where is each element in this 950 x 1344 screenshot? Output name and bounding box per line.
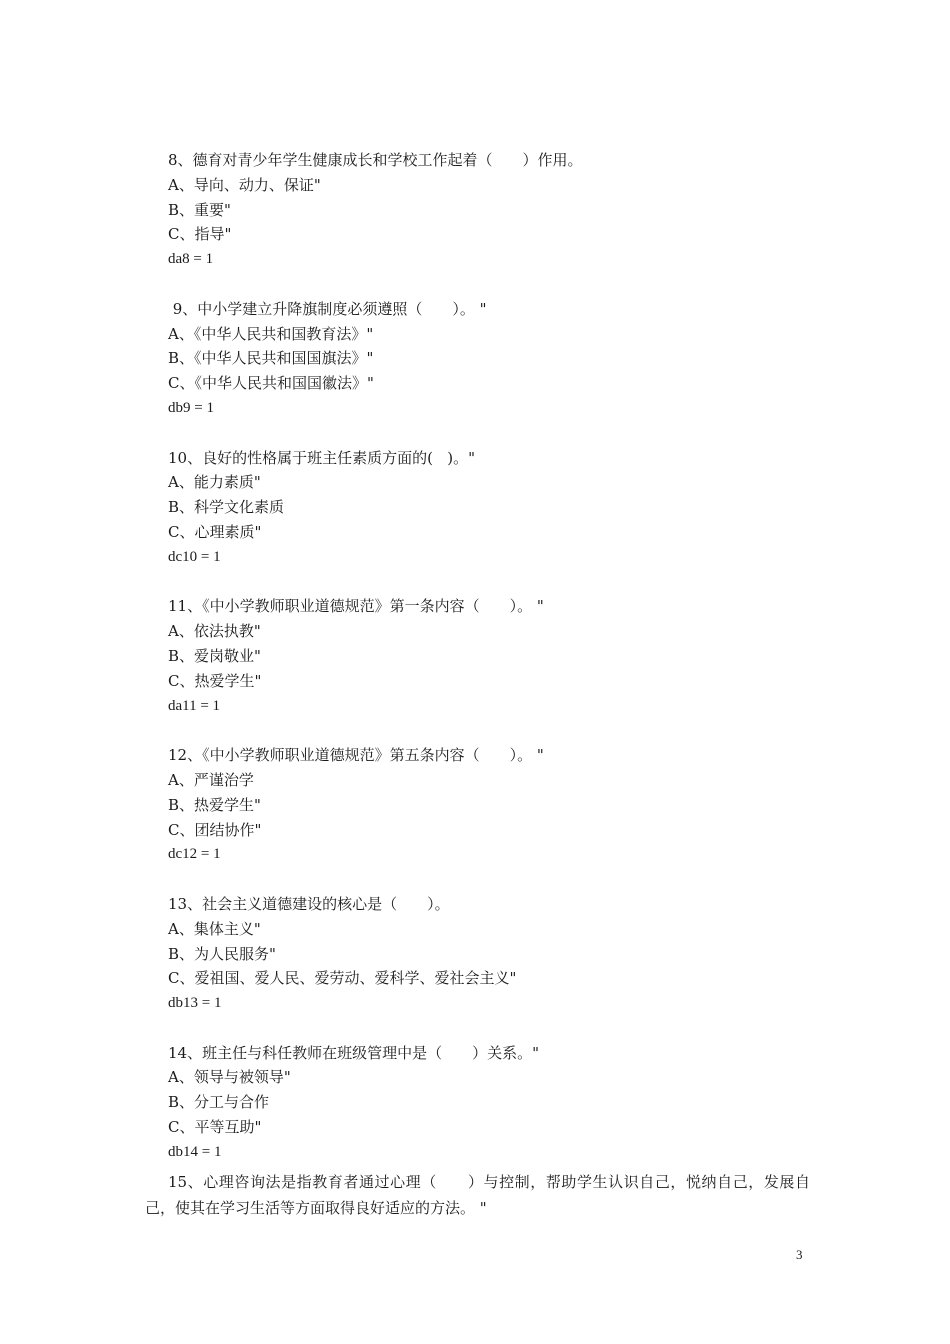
page-number: 3 (796, 1247, 803, 1262)
question-stem: 9、中小学建立升降旗制度必须遵照（ ）。 " (168, 299, 487, 318)
option-c: C、《中华人民共和国国徽法》" (168, 374, 374, 393)
answer-key: da8 = 1 (168, 251, 214, 268)
question-list (168, 148, 818, 1165)
option-c: C、爱祖国、爱人民、爱劳动、爱科学、爱社会主义" (168, 969, 517, 988)
answer-key: dc12 = 1 (168, 846, 221, 863)
option-b: B、《中华人民共和国国旗法》" (168, 349, 374, 368)
option-b: B、分工与合作 (168, 1093, 270, 1112)
option-c: C、指导" (168, 225, 232, 244)
option-b: B、科学文化素质 (168, 498, 285, 517)
question-10 (168, 446, 818, 570)
option-a: A、集体主义" (168, 919, 261, 938)
option-a: A、领导与被领导" (168, 1068, 291, 1087)
option-a: A、依法执教" (168, 622, 261, 641)
option-b: B、重要" (168, 200, 231, 219)
option-c: C、心理素质" (168, 522, 262, 541)
question-13 (168, 892, 818, 1016)
question-stem: 12、《中小学教师职业道德规范》第五条内容（ ）。 " (168, 746, 544, 765)
option-b: B、为人民服务" (168, 944, 276, 963)
question-14 (168, 1041, 818, 1165)
option-a: A、导向、动力、保证" (168, 175, 321, 194)
option-c: C、团结协作" (168, 820, 262, 839)
question-stem: 10、良好的性格属于班主任素质方面的( )。" (168, 448, 475, 467)
question-stem: 11、《中小学教师职业道德规范》第一条内容（ ）。 " (168, 597, 544, 616)
option-c: C、平等互助" (168, 1118, 262, 1137)
option-b: B、热爱学生" (168, 795, 261, 814)
question-stem: 8、德育对青少年学生健康成长和学校工作起着（ ）作用。 (168, 151, 583, 169)
option-b: B、爱岗敬业" (168, 646, 261, 665)
question-11 (168, 594, 818, 718)
question-9 (168, 297, 818, 421)
answer-key: dc10 = 1 (168, 548, 221, 565)
option-a: A、能力素质" (168, 473, 261, 492)
question-stem: 13、社会主义道德建设的核心是（ ）。 (168, 894, 450, 913)
answer-key: db14 = 1 (168, 1143, 222, 1160)
question-12 (168, 743, 818, 867)
answer-key: da11 = 1 (168, 697, 221, 714)
option-a: A、《中华人民共和国教育法》" (168, 324, 374, 343)
option-c: C、热爱学生" (168, 671, 262, 690)
answer-key: db13 = 1 (168, 995, 222, 1012)
question-15-stem: 15、心理咨询法是指教育者通过心理（ ）与控制，帮助学生认识自己，悦纳自己，发展自己，使其在学习生活等方面取得良好适应的方法。 " (145, 1173, 810, 1217)
question-stem: 14、班主任与科任教师在班级管理中是（ ）关系。" (168, 1043, 539, 1062)
answer-key: db9 = 1 (168, 399, 214, 416)
option-a: A、严谨治学 (168, 770, 254, 789)
question-8 (168, 148, 818, 272)
